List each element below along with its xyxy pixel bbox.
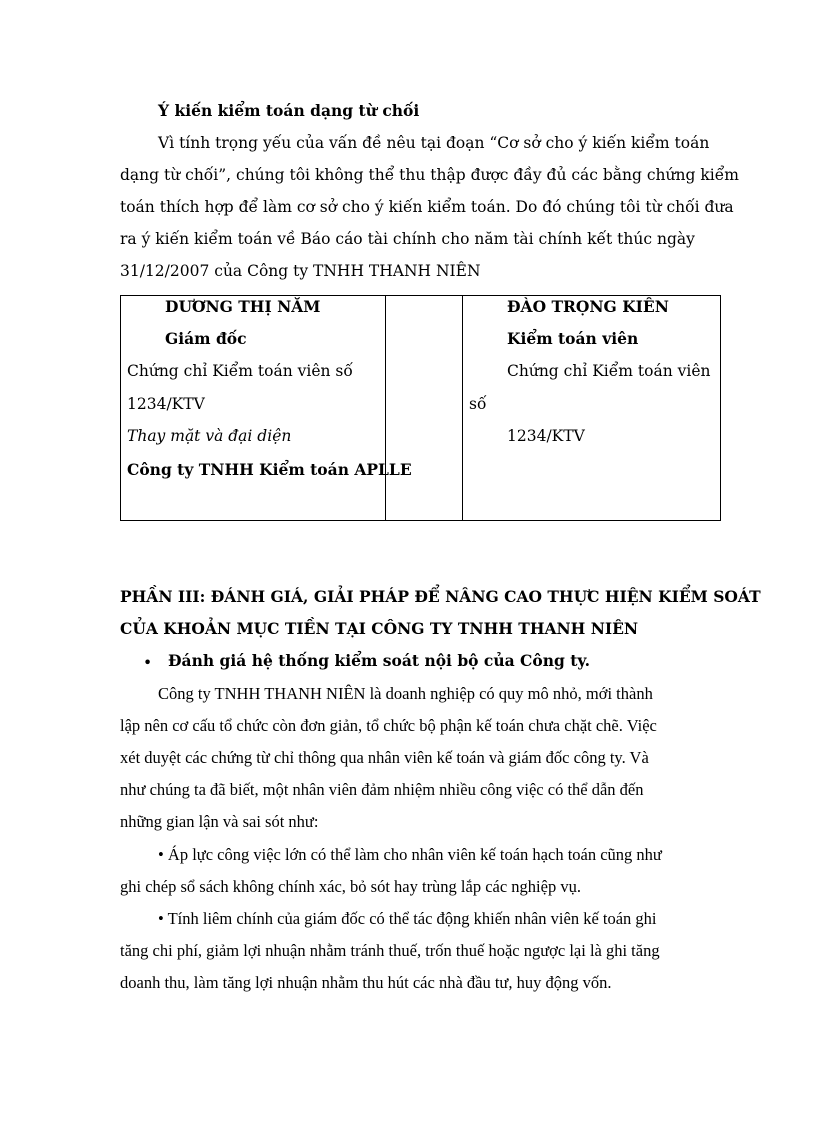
left-signer-name: DƯƠNG THỊ NĂM	[165, 297, 321, 316]
body-line: ghi chép sổ sách không chính xác, bỏ sót hay trùng lắp các nghiệp vụ.	[120, 877, 581, 896]
body-line: tăng chi phí, giảm lợi nhuận nhằm tránh thuế, trốn thuế hoặc ngược lại là ghi tăng	[120, 941, 660, 960]
body-line: như chúng ta đã biết, một nhân viên đảm nhiệm nhiều công việc có thể dẫn đến	[120, 780, 644, 799]
part3-heading: CỦA KHOẢN MỤC TIỀN TẠI CÔNG TY TNHH THANH NIÊN	[120, 619, 639, 638]
opinion-line: dạng từ chối”, chúng tôi không thể thu thập được đầy đủ các bằng chứng kiểm	[120, 166, 739, 184]
opinion-line: Vì tính trọng yếu của vấn đề nêu tại đoạn “Cơ sở cho ý kiến kiểm toán	[158, 134, 710, 152]
left-represent: Thay mặt và đại diện	[127, 427, 292, 445]
opinion-line: ra ý kiến kiểm toán về Báo cáo tài chính cho năm tài chính kết thúc ngày	[120, 230, 695, 248]
opinion-line: 31/12/2007 của Công ty TNHH THANH NIÊN	[120, 262, 481, 280]
body-line: • Áp lực công việc lớn có thể làm cho nhân viên kế toán hạch toán cũng như	[158, 845, 662, 864]
left-cert-number: 1234/KTV	[127, 395, 205, 413]
body-line: doanh thu, làm tăng lợi nhuận nhằm thu hút các nhà đầu tư, huy động vốn.	[120, 973, 612, 992]
bullet-marker: •	[143, 654, 153, 672]
right-cert-number: 1234/KTV	[507, 427, 585, 445]
body-line: • Tính liêm chính của giám đốc có thể tác động khiến nhân viên kế toán ghi	[158, 909, 657, 928]
body-line: lập nên cơ cấu tổ chức còn đơn giản, tổ chức bộ phận kế toán chưa chặt chẽ. Việc	[120, 716, 657, 735]
body-line: xét duyệt các chứng từ chỉ thông qua nhân viên kế toán và giám đốc công ty. Và	[120, 748, 649, 767]
right-cert-line: Chứng chỉ Kiểm toán viên	[507, 362, 711, 380]
opinion-line: toán thích hợp để làm cơ sở cho ý kiến kiểm toán. Do đó chúng tôi từ chối đưa	[120, 198, 734, 216]
table-divider	[385, 296, 386, 520]
table-divider	[462, 296, 463, 520]
bullet-heading: Đánh giá hệ thống kiểm soát nội bộ của Công ty.	[168, 651, 591, 670]
left-signer-title: Giám đốc	[165, 329, 247, 348]
body-line: Công ty TNHH THANH NIÊN là doanh nghiệp có quy mô nhỏ, mới thành	[158, 684, 653, 703]
left-company: Công ty TNHH Kiểm toán APLLE	[127, 460, 412, 479]
left-cert-line: Chứng chỉ Kiểm toán viên số	[127, 362, 353, 380]
opinion-heading: Ý kiến kiểm toán dạng từ chối	[158, 101, 420, 120]
right-signer-title: Kiểm toán viên	[507, 329, 639, 348]
right-cert-so: số	[469, 395, 487, 413]
part3-heading: PHẦN III: ĐÁNH GIÁ, GIẢI PHÁP ĐỂ NÂNG CAO THỰC HIỆN KIỂM SOÁT	[120, 587, 761, 606]
right-signer-name: ĐÀO TRỌNG KIÊN	[507, 297, 669, 316]
body-line: những gian lận và sai sót như:	[120, 812, 319, 831]
